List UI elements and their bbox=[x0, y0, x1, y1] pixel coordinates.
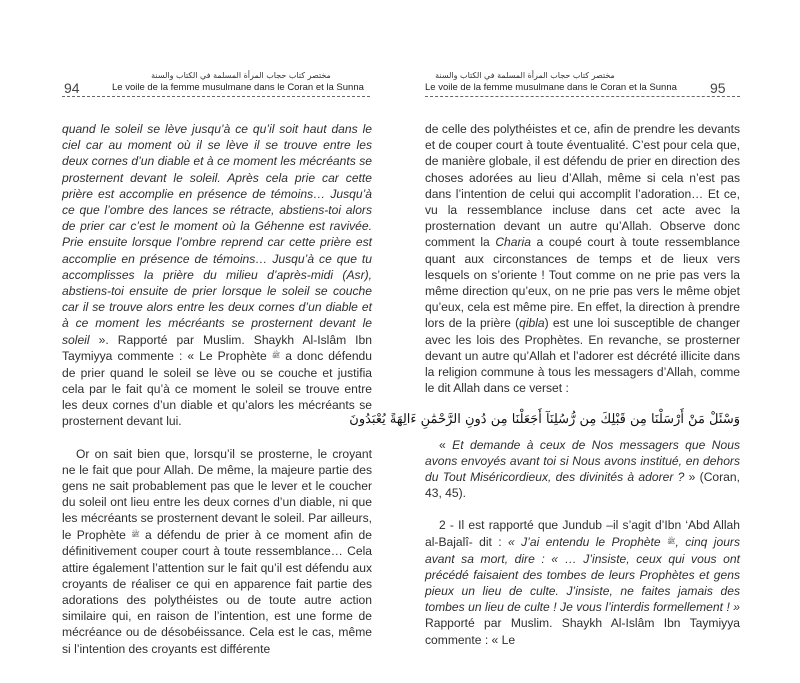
text-segment: qibla bbox=[519, 316, 545, 331]
paragraph bbox=[425, 517, 740, 647]
text-segment: quand le soleil se lève jusqu’à ce qu’il soit haut dans le ciel car au moment où il se lève il se trouve entre les deux cornes d’un diable et à ce moment les mécréants se prosternent devant le soleil. Après cela prie car cette prière est accomplie en présence de témoins… Jusqu’à ce que l’ombre des lances se rétracte, abstiens-toi alors de prier car c’est le moment où la Géhenne est ravivée. Prie ensuite lorsque l’ombre reprend car cette prière est accomplie en présence de témoins… Jusqu’à ce que tu accomplisses la prière du milieu d’après-midi (Asr), abstiens-toi ensuite de prier lorsque le soleil se couche car il se trouve alors entre les deux cornes d’un diable et à ce moment les mécréants se prosternent devant le soleil bbox=[62, 122, 372, 347]
right-page-text bbox=[349, 121, 740, 648]
text-segment: a défendu de prier à ce moment afin de définitivement couper court à toute ressemblance… Cela attire également l’attention sur le fait qu’il est défendu aux croyants de réaliser ce qui en apparence fait partie des adorations des polythéistes ou de toute autre action similaire qui, en raison de l’intention, est une forme de mécréance ou de désobéissance. Cela est le cas, même si l’intention des croyants est différente bbox=[62, 527, 373, 656]
text-segment: a donc défendu de prier quand le soleil se lève ou se couche et justifia cela par le fait qu’à ce moment le soleil se trouve entre les deux cornes d’un diable et qu’alors les mécréants se prosternent devant lui. bbox=[62, 348, 372, 429]
header-title: Le voile de la femme musulmane dans le Coran et la Sunna bbox=[425, 82, 677, 93]
header-rule bbox=[62, 96, 370, 97]
text-segment: de celle des polythéistes et ce, afin de prendre les devants et de couper court à toute éventualité. C’est pour cela que, de manière globale, il est défendu de prier en direction des choses adorées au lieu d’Allah, même si cela n’est pas dans l’intention de celui qui accomplit l’adoration… Et ce, vu la ressemblance incluse dans cet acte avec la prosternation devant un autre qu’Allah. Observe donc comment la bbox=[425, 122, 740, 250]
text-segment: Rapporté par Muslim. Shaykh Al-Islâm Ibn Taymiyya commente : « Le bbox=[425, 616, 740, 647]
quran-verse-arabic: وَسْئَلْ مَنْ أَرْسَلْنَا مِن قَبْلِكَ مِن رُّسُلِنَآ أَجَعَلْنَا مِن دُونِ الرَّحْمَٰنِ ءَالِهَةً يُعْبَدُونَ bbox=[349, 412, 740, 428]
text-segment: Et demande à ceux de Nos messagers que Nous avons envoyés avant toi si Nous avons institué, en dehors du Tout Miséricordieux, des divinités à adorer ? bbox=[425, 437, 740, 485]
text-segment: » (Coran, 43, 45). bbox=[425, 470, 740, 501]
paragraph bbox=[425, 121, 740, 396]
text-segment: , cinq jours avant sa mort, dire : « … J’insiste, ceux qui vous ont précédé faisaient des tombes de leurs Prophètes et gens pieux un lieu de culte. J’insiste, ne faites jamais des tombes un lieu de culte ! Je vous l’interdis formellement ! » bbox=[425, 534, 740, 615]
text-segment: Or on sait bien que, lorsqu’il se prosterne, le croyant ne le fait que pour Allah. De même, la majeure partie des gens ne sait probablement pas que le lever et le coucher du soleil ont lieu entre les deux cornes d’un diable, ni que les mécréants se prosternent devant le soleil. Par ailleurs, le Prophète bbox=[62, 446, 372, 542]
header-title: Le voile de la femme musulmane dans le Coran et la Sunna bbox=[112, 82, 364, 93]
paragraph bbox=[425, 437, 740, 502]
paragraph bbox=[62, 121, 372, 430]
text-segment: a coupé court à toute ressemblance quant aux circonstances de temps et de lieux vers lesquels on s’oriente ! Tout comme on ne prie pas vers la même direction qu’eux, on ne prie pas vers le même objet qu’eux, cela est même pire. En effet, la direction à prendre lors de la prière ( bbox=[425, 235, 740, 331]
header-arabic-title: مختصر كتاب حجاب المرأة المسلمة في الكتاب والسنة bbox=[435, 71, 615, 80]
salla-symbol: ﷺ bbox=[667, 538, 676, 546]
header-arabic-title: مختصر كتاب حجاب المرأة المسلمة في الكتاب والسنة bbox=[151, 71, 331, 80]
text-segment: 2 - Il est rapporté que Jundub –il s’agit d’Ibn ‘Abd Allah al-Bajalî- dit : bbox=[425, 518, 740, 549]
left-page-text bbox=[62, 121, 372, 657]
page-number: 95 bbox=[710, 80, 726, 96]
text-segment: ». Rapporté par Muslim. Shaykh Al-Islâm Ibn Taymiyya commente : « Le Prophète bbox=[62, 332, 372, 363]
salla-symbol: ﷺ bbox=[271, 352, 281, 360]
salla-symbol: ﷺ bbox=[131, 531, 140, 539]
paragraph bbox=[62, 446, 372, 657]
header-rule bbox=[425, 96, 740, 97]
right-page bbox=[349, 0, 800, 683]
text-segment: « bbox=[439, 437, 453, 452]
text-segment: ) est une loi susceptible de changer avec les lois des Prophètes. En revanche, se prosterner devant un autre qu’Allah et l’adorer est décrété illicite dans la religion commune à tous les messagers d’Allah, comme le dit Allah dans ce verset : bbox=[425, 316, 740, 396]
page-number: 94 bbox=[64, 80, 80, 96]
text-segment: « J’ai entendu le Prophète bbox=[508, 534, 667, 549]
text-segment: Charia bbox=[495, 235, 531, 250]
